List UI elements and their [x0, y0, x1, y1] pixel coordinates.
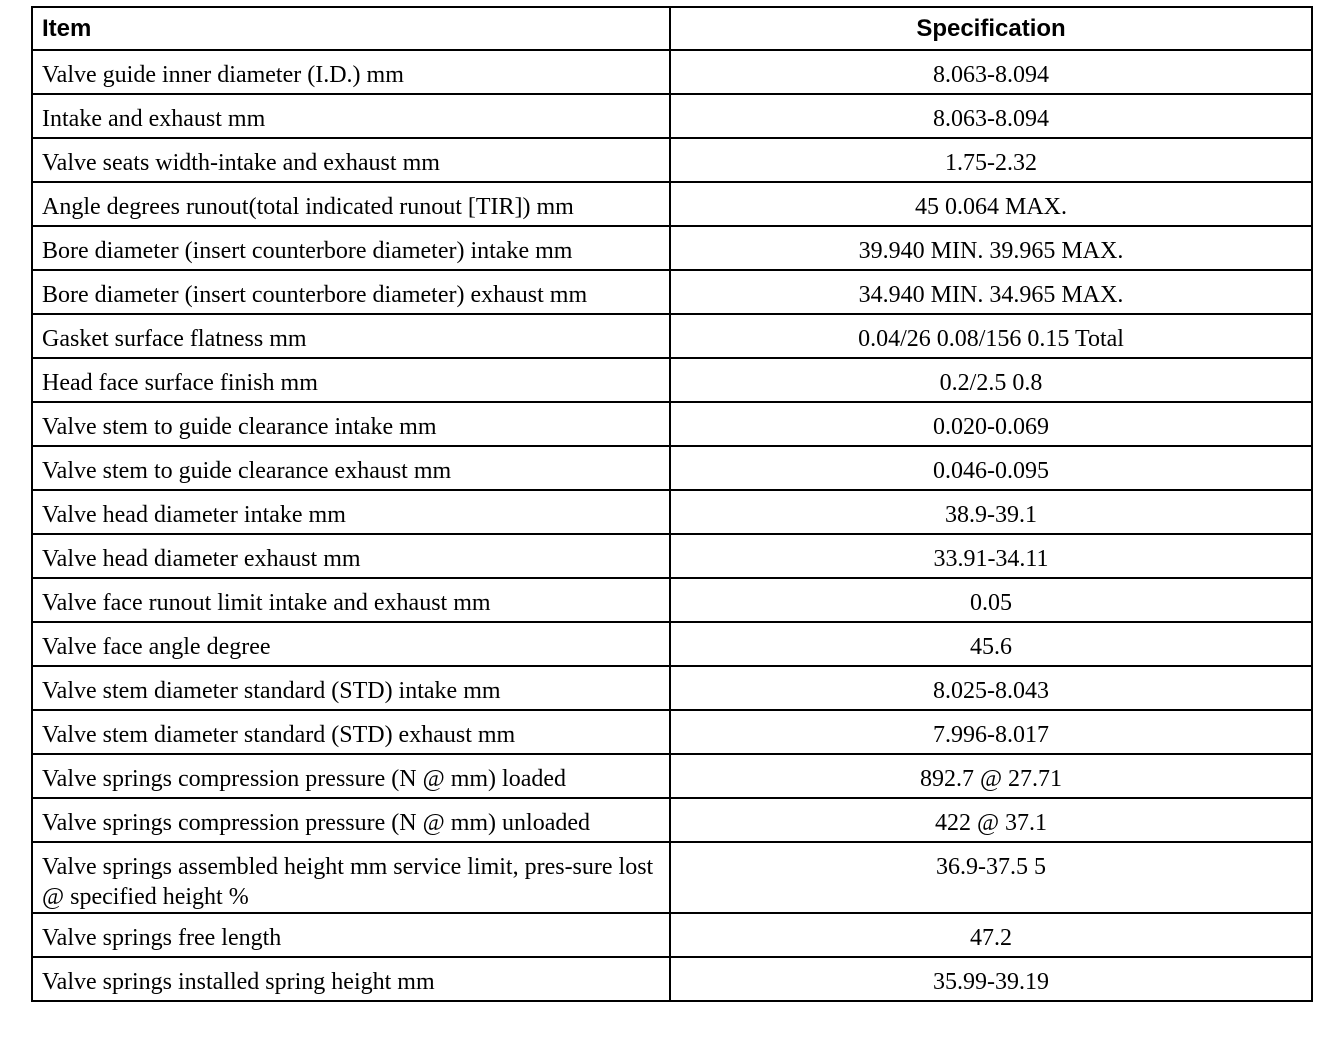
item-cell: Intake and exhaust mm — [32, 94, 670, 138]
specification-cell: 0.020-0.069 — [670, 402, 1312, 446]
specification-cell: 892.7 @ 27.71 — [670, 754, 1312, 798]
specification-cell: 0.05 — [670, 578, 1312, 622]
item-cell: Valve springs compression pressure (N @ mm) unloaded — [32, 798, 670, 842]
specification-table — [31, 6, 1313, 1002]
item-cell: Valve springs free length — [32, 913, 670, 957]
specification-cell: 0.04/26 0.08/156 0.15 Total — [670, 314, 1312, 358]
table-row — [32, 50, 1312, 94]
specification-cell: 1.75-2.32 — [670, 138, 1312, 182]
specification-cell: 45.6 — [670, 622, 1312, 666]
specification-cell: 33.91-34.11 — [670, 534, 1312, 578]
header-row — [32, 7, 1312, 50]
table-row — [32, 957, 1312, 1001]
item-cell: Valve springs assembled height mm service limit, pres-sure lost @ specified height % — [32, 842, 670, 913]
item-cell: Valve stem to guide clearance intake mm — [32, 402, 670, 446]
table-row — [32, 578, 1312, 622]
table-row — [32, 534, 1312, 578]
item-cell: Valve seats width-intake and exhaust mm — [32, 138, 670, 182]
table-row — [32, 913, 1312, 957]
column-header-item: Item — [32, 7, 670, 50]
specification-cell: 8.025-8.043 — [670, 666, 1312, 710]
specification-cell: 7.996-8.017 — [670, 710, 1312, 754]
specification-cell: 0.2/2.5 0.8 — [670, 358, 1312, 402]
item-cell: Valve springs compression pressure (N @ mm) loaded — [32, 754, 670, 798]
table-row — [32, 138, 1312, 182]
item-cell: Valve springs installed spring height mm — [32, 957, 670, 1001]
item-cell: Bore diameter (insert counterbore diameter) intake mm — [32, 226, 670, 270]
item-cell: Bore diameter (insert counterbore diameter) exhaust mm — [32, 270, 670, 314]
item-cell: Valve face angle degree — [32, 622, 670, 666]
table-row — [32, 842, 1312, 913]
specification-cell: 38.9-39.1 — [670, 490, 1312, 534]
specification-cell: 34.940 MIN. 34.965 MAX. — [670, 270, 1312, 314]
table-row — [32, 490, 1312, 534]
item-cell: Head face surface finish mm — [32, 358, 670, 402]
item-cell: Valve head diameter intake mm — [32, 490, 670, 534]
item-cell: Valve head diameter exhaust mm — [32, 534, 670, 578]
table-row — [32, 446, 1312, 490]
item-cell: Valve face runout limit intake and exhaust mm — [32, 578, 670, 622]
item-cell: Valve stem diameter standard (STD) exhaust mm — [32, 710, 670, 754]
table-row — [32, 402, 1312, 446]
table-row — [32, 754, 1312, 798]
item-cell: Valve guide inner diameter (I.D.) mm — [32, 50, 670, 94]
item-cell: Gasket surface flatness mm — [32, 314, 670, 358]
specification-cell: 36.9-37.5 5 — [670, 842, 1312, 913]
specification-cell: 422 @ 37.1 — [670, 798, 1312, 842]
table-row — [32, 622, 1312, 666]
table-row — [32, 270, 1312, 314]
specification-cell: 45 0.064 MAX. — [670, 182, 1312, 226]
table-body — [32, 50, 1312, 1001]
table-row — [32, 358, 1312, 402]
specification-cell: 0.046-0.095 — [670, 446, 1312, 490]
specification-cell: 35.99-39.19 — [670, 957, 1312, 1001]
item-cell: Valve stem to guide clearance exhaust mm — [32, 446, 670, 490]
specification-cell: 8.063-8.094 — [670, 94, 1312, 138]
table-row — [32, 314, 1312, 358]
specification-cell: 39.940 MIN. 39.965 MAX. — [670, 226, 1312, 270]
specification-cell: 47.2 — [670, 913, 1312, 957]
column-header-specification: Specification — [670, 7, 1312, 50]
item-cell: Angle degrees runout(total indicated runout [TIR]) mm — [32, 182, 670, 226]
table-row — [32, 94, 1312, 138]
table-row — [32, 666, 1312, 710]
specification-cell: 8.063-8.094 — [670, 50, 1312, 94]
table-row — [32, 226, 1312, 270]
item-cell: Valve stem diameter standard (STD) intake mm — [32, 666, 670, 710]
table-row — [32, 710, 1312, 754]
table-row — [32, 798, 1312, 842]
table-row — [32, 182, 1312, 226]
